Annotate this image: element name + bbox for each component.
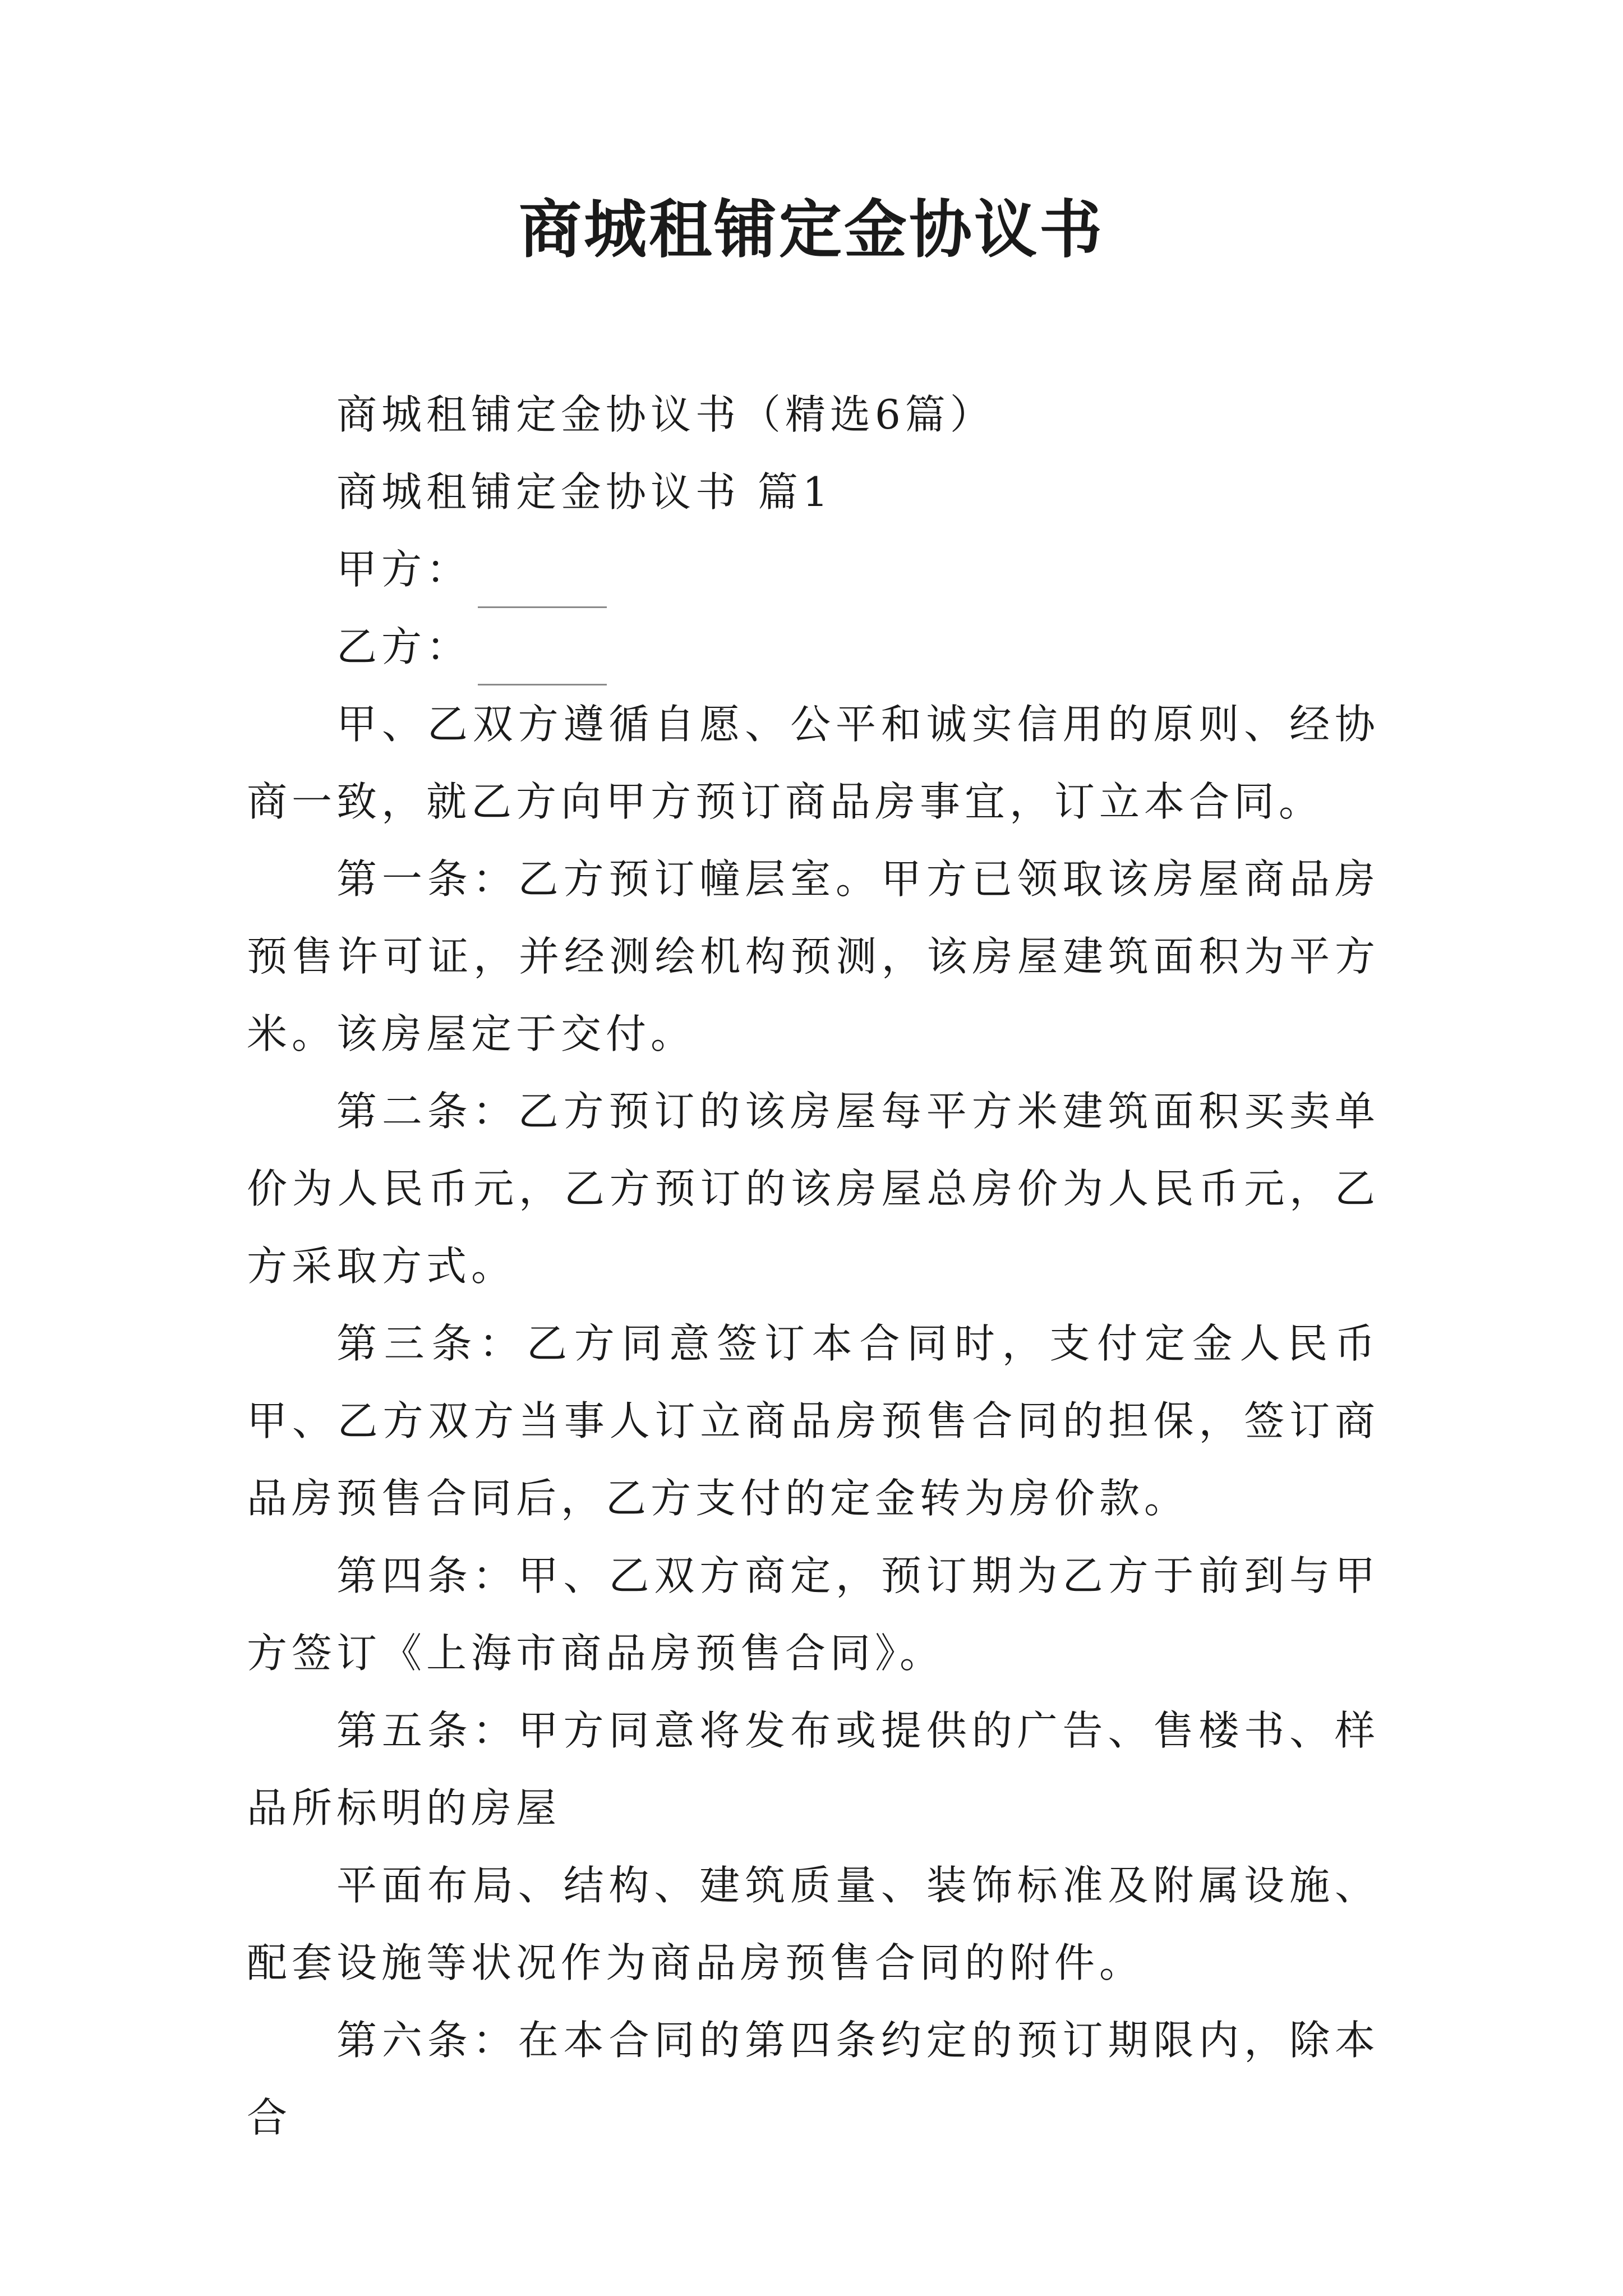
party-a-blank <box>478 567 607 608</box>
paragraph-article-2: 第二条：乙方预订的该房屋每平方米建筑面积买卖单价为人民币元，乙方预订的该房屋总房价为人民币元，乙方采取方式。 <box>247 1088 1380 1290</box>
paragraph-article-5-continued: 平面布局、结构、建筑质量、装饰标准及附属设施、配套设施等状况作为商品房预售合同的附件。 <box>247 1862 1380 1986</box>
paragraph-article-5: 第五条：甲方同意将发布或提供的广告、售楼书、样品所标明的房屋 <box>247 1707 1380 1832</box>
party-b-label: 乙方： <box>336 623 472 670</box>
paragraph-intro: 甲、乙双方遵循自愿、公平和诚实信用的原则、经协商一致，就乙方向甲方预订商品房事宜，订立本合同。 <box>247 701 1380 825</box>
section-heading: 商城租铺定金协议书 篇1 <box>336 468 833 516</box>
paragraph-article-1: 第一条：乙方预订幢层室。甲方已领取该房屋商品房预售许可证，并经测绘机构预测，该房屋建筑面积为平方米。该房屋定于交付。 <box>247 855 1380 1057</box>
document-subtitle: 商城租铺定金协议书（精选6篇） <box>336 391 995 438</box>
party-b-line <box>247 608 1380 685</box>
paragraph-article-6: 第六条：在本合同的第四条约定的预订期限内，除本合 <box>247 2017 1380 2141</box>
document-body <box>247 376 1380 2156</box>
party-b-blank <box>478 645 607 685</box>
document-title: 商城租铺定金协议书 <box>519 193 1104 266</box>
party-a-label: 甲方： <box>336 546 472 593</box>
party-a-line <box>247 531 1380 608</box>
paragraph-article-3: 第三条：乙方同意签订本合同时，支付定金人民币甲、乙方双方当事人订立商品房预售合同的担保，签订商品房预售合同后，乙方支付的定金转为房价款。 <box>247 1320 1380 1522</box>
paragraph-article-4: 第四条：甲、乙双方商定，预订期为乙方于前到与甲方签订《上海市商品房预售合同》。 <box>247 1552 1380 1677</box>
